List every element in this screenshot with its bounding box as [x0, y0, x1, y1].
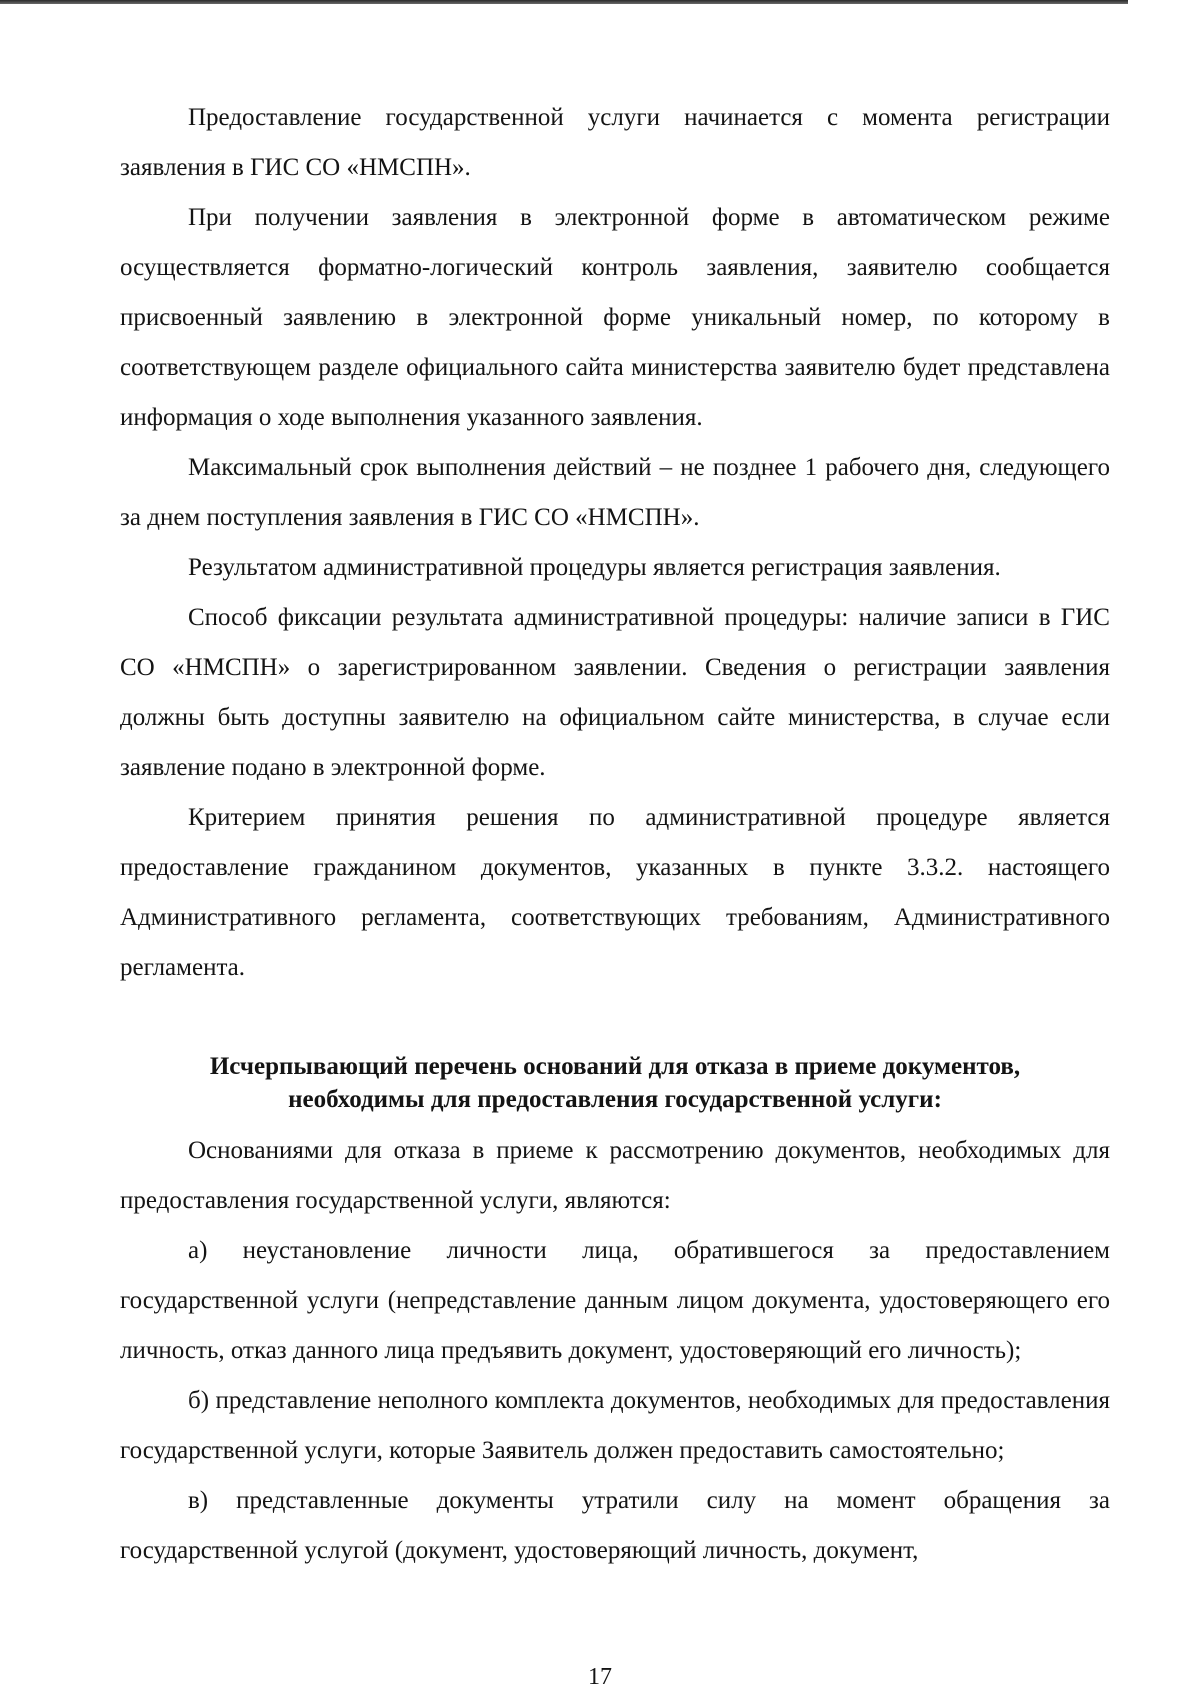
list-item-c: в) представленные документы утратили силу на момент обращения за государственной услугой (документ, удостоверяющий личность, документ,: [120, 1487, 1110, 1564]
paragraph-deadline: Максимальный срок выполнения действий – не позднее 1 рабочего дня, следующего за днем поступления заявления в ГИС СО «НМСПН».: [120, 454, 1110, 531]
document-page: [120, 93, 1110, 1576]
section-heading-line-1: Исчерпывающий перечень оснований для отказа в приеме документов,: [209, 1053, 1021, 1080]
list-item-b: б) представление неполного комплекта документов, необходимых для предоставления государственной услуги, которые Заявитель должен предоставить самостоятельно;: [120, 1387, 1110, 1464]
scan-edge-line: [0, 0, 1128, 4]
paragraph-result: Результатом административной процедуры является регистрация заявления.: [188, 554, 1001, 581]
paragraph-fixation-method: Способ фиксации результата административной процедуры: наличие записи в ГИС СО «НМСПН» о зарегистрированном заявлении. Сведения о регистрации заявления должны быть доступны заявителю на официальном сайте министерства, в случае если заявление подано в электронной форме.: [120, 604, 1110, 781]
list-item-a: а) неустановление личности лица, обратившегося за предоставлением государственной услуги (непредставление данным лицом документа, удостоверяющего его личность, отказ данного лица предъявить документ, удостоверяющий его личность);: [120, 1237, 1110, 1364]
section-heading: [120, 993, 1110, 1126]
page-number: 17: [588, 1664, 612, 1690]
paragraph-decision-criterion: Критерием принятия решения по административной процедуре является предоставление гражданином документов, указанных в пункте 3.3.2. настоящего Административного регламента, соответствующих требованиям, Административного регламента.: [120, 804, 1110, 981]
section-heading-line-2: необходимы для предоставления государственной услуги:: [288, 1086, 942, 1113]
paragraph-registration-start: Предоставление государственной услуги начинается с момента регистрации заявления в ГИС СО «НМСПН».: [120, 104, 1110, 181]
paragraph-refusal-grounds: Основаниями для отказа в приеме к рассмотрению документов, необходимых для предоставления государственной услуги, являются:: [120, 1137, 1110, 1214]
paragraph-electronic-application: При получении заявления в электронной форме в автоматическом режиме осуществляется форматно-логический контроль заявления, заявителю сообщается присвоенный заявлению в электронной форме уникальный номер, по которому в соответствующем разделе официального сайта министерства заявителю будет представлена информация о ходе выполнения указанного заявления.: [120, 204, 1110, 431]
